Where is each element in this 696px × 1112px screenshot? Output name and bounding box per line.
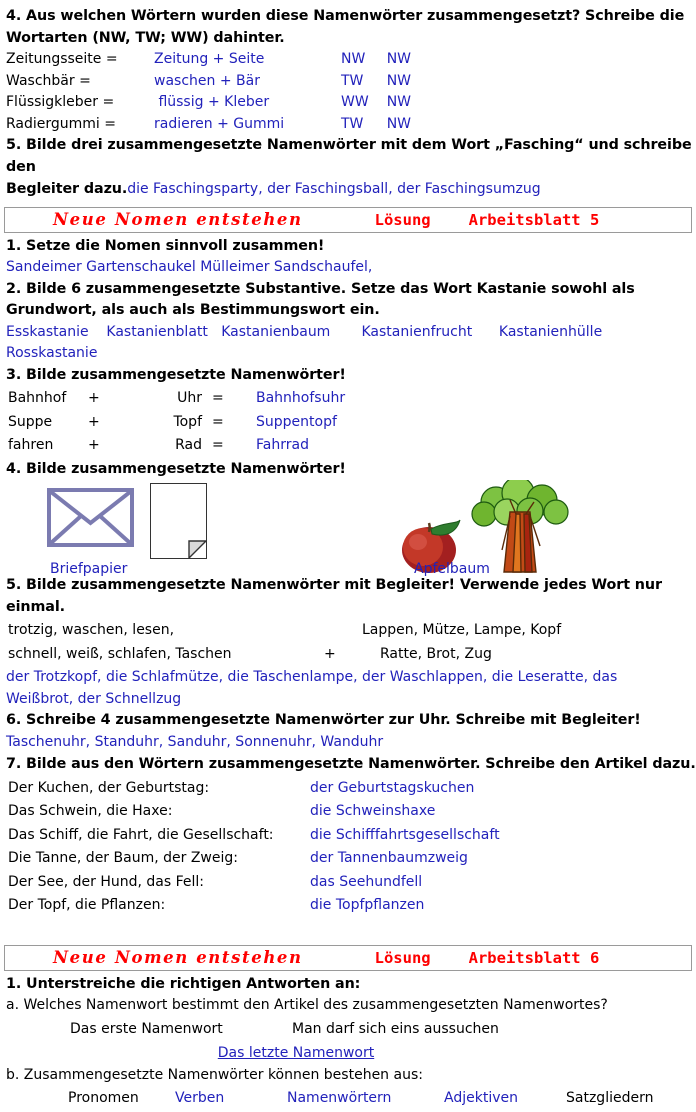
source-words: Das Schwein, die Haxe: (8, 803, 173, 819)
pool-op-empty (324, 620, 360, 642)
task-7-question-italic: Schreibe den Artikel dazu. (485, 756, 696, 772)
section-4-question-line2: Wortarten (NW, TW; WW) dahinter. (6, 29, 285, 46)
task-5-question: 5. Bilde zusammengesetzte Namenwörter mit Begleiter! Verwende jedes Wort nur einmal. (6, 577, 662, 615)
pool-left-2: schnell, weiß, schlafen, Taschen (8, 645, 232, 662)
compound-result: der Geburtstagskuchen (310, 779, 475, 796)
plus-sign: + (88, 413, 100, 430)
compound-result: Suppentopf (256, 413, 337, 430)
option-namenwoertern-selected[interactable]: Namenwörtern (287, 1090, 392, 1106)
section-5-question-line1: 5. Bilde drei zusammengesetzte Namenwörter mit dem Wort „Fasching“ und schreibe den (6, 137, 692, 175)
section-4-table (6, 49, 411, 135)
wordtype-2: NW (386, 115, 412, 132)
task-5-answer-line1: der Trotzkopf, die Schlafmütze, die Taschenlampe, der Waschlappen, die Leseratte, das (6, 669, 618, 685)
task-5-word-pool (6, 618, 646, 667)
equals-sign: = (212, 437, 224, 453)
banner-solution-label: Lösung (374, 948, 431, 967)
task-3-question: 3. Bilde zusammengesetzte Namenwörter! (6, 366, 346, 383)
wordtype-2: NW (386, 94, 412, 110)
option-das-erste-namenwort[interactable]: Das erste Namenwort (70, 1020, 223, 1037)
sheet6-task-1-question: 1. Unterstreiche die richtigen Antworten an: (6, 975, 361, 992)
spacer-cell (8, 1019, 68, 1041)
task-2-answer-line2: Rosskastanie (6, 345, 98, 361)
pool-plus-sign: + (324, 645, 336, 662)
task-7-question-main: 7. Bilde aus den Wörtern zusammengesetzte Namenwörter. (6, 756, 481, 772)
folded-corner-icon (151, 484, 206, 558)
section-5-answer: die Faschingsparty, der Faschingsball, der Faschingsumzug (127, 181, 541, 197)
table-row (6, 49, 411, 71)
task-6-answer: Taschenuhr, Standuhr, Sanduhr, Sonnenuhr, Wanduhr (6, 733, 384, 750)
compound-result: Fahrrad (256, 437, 309, 453)
word-1: Suppe (8, 413, 53, 430)
compound-parts: waschen + Bär (154, 72, 260, 89)
task-3-table (6, 386, 347, 459)
task-6-question: 6. Schreibe 4 zusammengesetzte Namenwörter zur Uhr. Schreibe mit Begleiter! (6, 712, 641, 728)
spacer-cell (8, 1088, 66, 1110)
sheet6-task-1a-options (6, 1017, 501, 1043)
worksheet-banner-6 (4, 945, 692, 971)
table-row (8, 848, 500, 870)
option-pronomen[interactable]: Pronomen (68, 1090, 139, 1106)
source-words: Der See, der Hund, das Fell: (8, 873, 204, 890)
wordtype-2: NW (386, 72, 412, 89)
table-row (8, 1088, 653, 1110)
option-satzgliedern[interactable]: Satzgliedern (566, 1090, 654, 1106)
table-row (8, 388, 345, 410)
task-7-table (6, 776, 502, 919)
word-1: fahren (8, 437, 54, 453)
compound-result: Bahnhofsuhr (256, 390, 346, 406)
spacer (0, 919, 696, 945)
section-5-question-label: Begleiter dazu. (6, 181, 128, 197)
compound-word: Radiergummi = (6, 115, 117, 132)
word-1: Bahnhof (8, 390, 67, 406)
sheet6-task-1a-correct-row (6, 1042, 696, 1065)
compound-result: der Tannenbaumzweig (310, 850, 468, 866)
option-man-darf-sich-eins-aussuchen[interactable]: Man darf sich eins aussuchen (292, 1020, 499, 1037)
envelope-icon (47, 488, 134, 547)
table-row (8, 895, 500, 917)
plus-sign: + (88, 390, 100, 406)
task-7-question (6, 753, 696, 776)
sheet-5-body (0, 233, 696, 919)
source-words: Das Schiff, die Fahrt, die Gesellschaft: (8, 826, 274, 843)
section-4-question-line1: 4. Aus welchen Wörtern wurden diese Namenwörter zusammengesetzt? Schreibe die (6, 8, 685, 24)
compound-result: die Topfpflanzen (310, 897, 425, 913)
banner-sheet-number: Arbeitsblatt 5 (468, 210, 600, 229)
wordtype-1: WW (341, 94, 369, 110)
wordtype-1: NW (341, 51, 366, 67)
word-2: Rad (175, 437, 202, 453)
worksheet-banner-5 (4, 207, 692, 233)
compound-parts: flüssig + Kleber (154, 94, 270, 110)
source-words: Der Topf, die Pflanzen: (8, 897, 166, 913)
compound-word: Zeitungsseite = (6, 51, 118, 67)
table-row (6, 114, 411, 136)
picture-labels (6, 560, 696, 580)
source-words: Der Kuchen, der Geburtstag: (8, 779, 210, 796)
table-row (8, 1019, 499, 1041)
option-adjektiven-selected[interactable]: Adjektiven (444, 1090, 518, 1106)
task-2-question-line2: Grundwort, als auch als Bestimmungswort ein. (6, 302, 380, 318)
task-4-pictures (6, 480, 696, 575)
sheet6-task-1b-options (6, 1086, 655, 1112)
table-row (8, 620, 644, 642)
picture-label-apfelbaum: Apfelbaum (414, 561, 490, 577)
table-row (8, 825, 500, 847)
task-2-answer-line1: Esskastanie Kastanienblatt Kastanienbaum Kastanienfrucht Kastanienhülle (6, 323, 603, 340)
table-row (8, 778, 500, 800)
banner-solution-label: Lösung (374, 210, 431, 229)
compound-word: Waschbär = (6, 72, 91, 89)
equals-sign: = (212, 413, 224, 430)
banner-title: Neue Nomen entstehen (53, 948, 303, 967)
pool-left-1: trotzig, waschen, lesen, (8, 622, 175, 638)
pool-right-2: Ratte, Brot, Zug (380, 645, 492, 662)
paper-sheet-icon (150, 483, 207, 559)
table-row (6, 71, 411, 93)
compound-parts: Zeitung + Seite (154, 51, 265, 67)
pool-right-1: Lappen, Mütze, Lampe, Kopf (362, 622, 562, 638)
table-row (8, 644, 644, 666)
option-verben-selected[interactable]: Verben (175, 1090, 225, 1106)
task-4-question: 4. Bilde zusammengesetzte Namenwörter! (6, 460, 346, 477)
task-1-question: 1. Setze die Nomen sinnvoll zusammen! (6, 237, 325, 254)
wordtype-1: TW (341, 72, 364, 89)
sheet-6-body (0, 971, 696, 1112)
word-2: Uhr (177, 390, 202, 406)
sheet6-task-1b-question: b. Zusammengesetzte Namenwörter können bestehen aus: (6, 1066, 423, 1083)
table-row (8, 412, 345, 434)
compound-result: die Schifffahrtsgesellschaft (310, 826, 500, 843)
envelope-flap-icon (51, 492, 130, 543)
compound-parts: radieren + Gummi (154, 115, 285, 132)
table-row (6, 92, 411, 114)
task-2-question-line1: 2. Bilde 6 zusammengesetzte Substantive. Setze das Wort Kastanie sowohl als (6, 280, 635, 297)
equals-sign: = (212, 390, 224, 406)
option-das-letzte-namenwort-selected[interactable]: Das letzte Namenwort (217, 1045, 375, 1061)
compound-result: die Schweinshaxe (310, 803, 436, 819)
table-row (8, 872, 500, 894)
wordtype-1: TW (341, 115, 364, 132)
plus-sign: + (88, 437, 100, 453)
task-1-answer: Sandeimer Gartenschaukel Mülleimer Sandschaufel, (6, 259, 373, 275)
banner-sheet-number: Arbeitsblatt 6 (468, 948, 600, 967)
compound-result: das Seehundfell (310, 873, 423, 890)
banner-title: Neue Nomen entstehen (53, 210, 303, 229)
table-row (8, 435, 345, 457)
sheet6-task-1a-question: a. Welches Namenwort bestimmt den Artikel des zusammengesetzten Namenwortes? (6, 997, 608, 1013)
word-2: Topf (173, 413, 202, 430)
section-5-question-line2 (6, 178, 696, 201)
compound-word: Flüssigkleber = (6, 94, 115, 110)
section-4-block (0, 0, 696, 201)
task-5-answer-line2: Weißbrot, der Schnellzug (6, 690, 182, 707)
source-words: Die Tanne, der Baum, der Zweig: (8, 850, 238, 866)
table-row (8, 801, 500, 823)
picture-label-briefpapier: Briefpapier (50, 561, 128, 577)
wordtype-2: NW (386, 51, 412, 67)
